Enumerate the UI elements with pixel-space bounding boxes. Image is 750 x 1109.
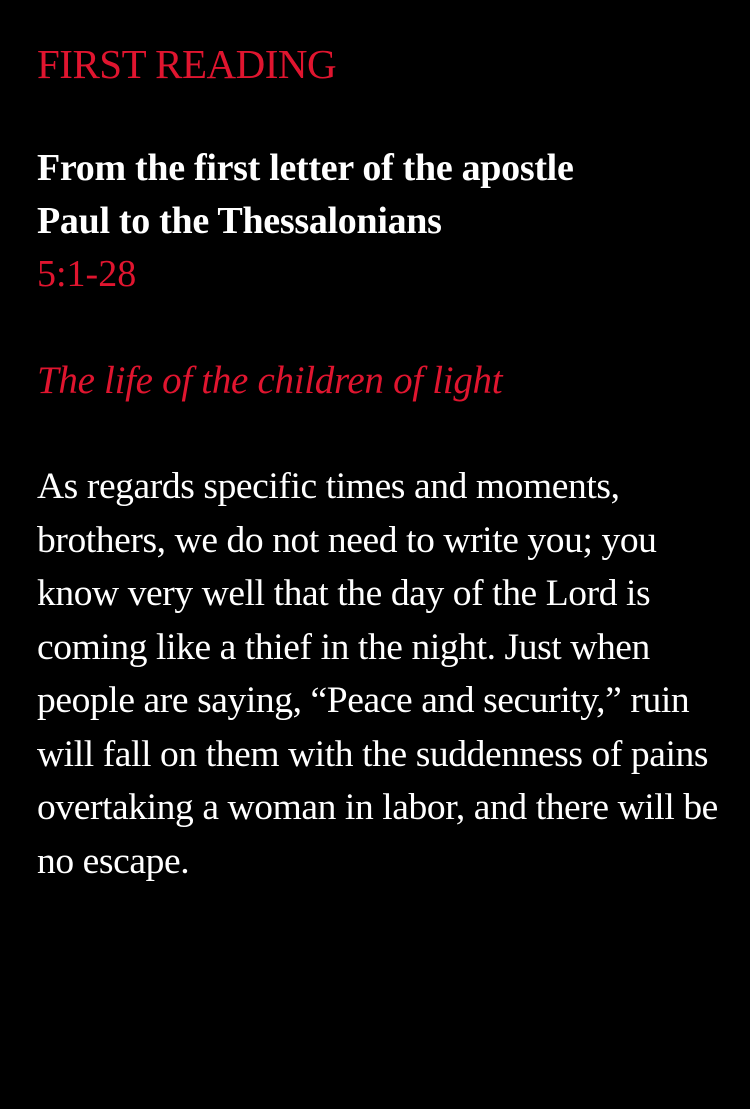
reading-page bbox=[37, 38, 727, 888]
reading-body-text: As regards specific times and moments, brothers, we do not need to write you; you know very well that the day of the Lord is coming like a thief in the night. Just when people are saying, “Peace and security,” ruin will fall on them with the suddenness of pains overtaking a woman in labor, and there will be no escape. bbox=[37, 466, 718, 882]
reading-subtitle: The life of the children of light bbox=[37, 359, 503, 402]
scripture-reference: 5:1-28 bbox=[37, 253, 137, 295]
section-label: FIRST READING bbox=[37, 41, 337, 87]
reading-heading: From the first letter of the apostle Paul to the Thessalonians bbox=[37, 147, 574, 242]
